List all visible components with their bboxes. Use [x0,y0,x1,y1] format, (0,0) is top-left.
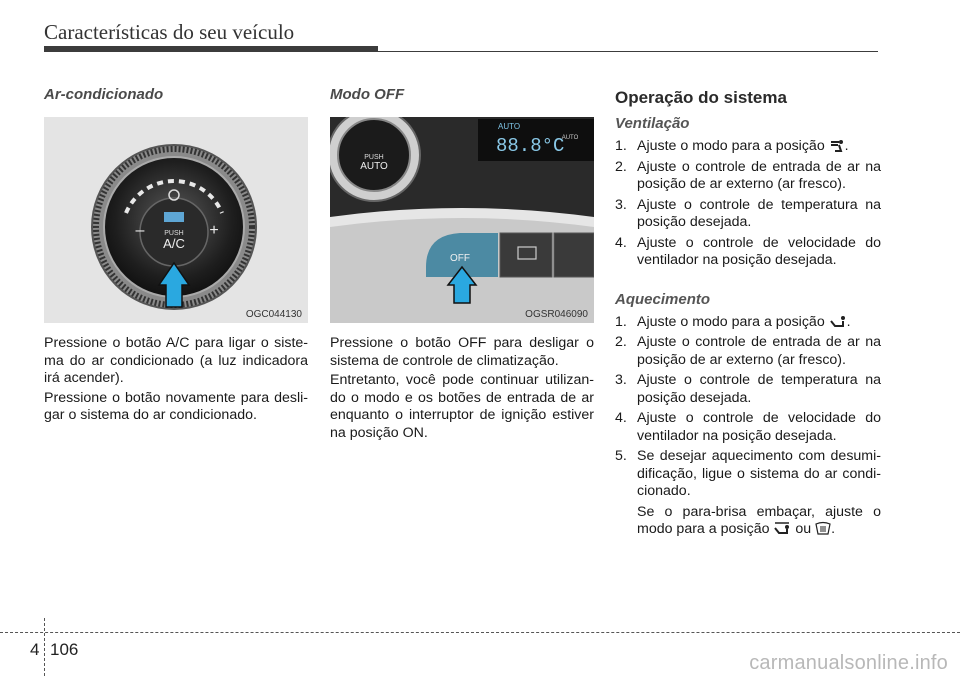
system-operation-title: Operação do sistema [615,88,787,107]
step5-or-text: ou [795,521,812,537]
list-item: 3. Ajuste o controle de temperatura na posição desejada. [615,196,881,230]
page-number: 106 [50,640,79,659]
heating-steps [615,314,881,539]
list-item: 4. Ajuste o controle de velocidade do ventilador na posição desejada. [615,410,881,444]
display-auto-text: AUTO [498,122,521,131]
off-mode-title: Modo OFF [330,86,405,103]
heating-title: Aquecimento [615,290,711,308]
ac-paragraph-1: Pressione o botão A/C para ligar o siste-ma do ar condicionado (a luz indicadora irá acender). [44,335,308,386]
ventilation-title: Ventilação [615,115,690,132]
off-mode-section [330,86,594,442]
floor-defrost-mode-icon [773,521,791,536]
ac-knob-illustration [44,117,308,323]
panel-auto-text: AUTO [360,161,388,172]
header-bar [44,46,378,52]
chapter-number: 4 [30,640,40,659]
list-item: 1. Ajuste o modo para a posição . [615,138,849,154]
list-item: 1. Ajuste o modo para a posição . [615,313,851,330]
floor-mode-icon [829,315,847,329]
header-rule [378,51,878,52]
list-item: 5. Se desejar aquecimento com desumi-dificação, ligue o sistema do ar condi-cionado. Se o para-brisa embaçar, ajuste o modo para a posição ou . [615,448,881,537]
step5-extra-text: Se o para-brisa embaçar, ajuste o modo para a posição [637,503,881,537]
ac-paragraph-2: Pressione o botão novamente para desli-gar o sistema do ar condicionado. [44,389,308,423]
ac-knob-figure [44,117,308,323]
page-header-title: Características do seu veículo [44,20,295,44]
face-vent-mode-icon [829,139,845,153]
knob-push-text: PUSH [164,230,184,237]
off-figure-code: OGSR046090 [525,309,588,320]
display-auto-small-text: AUTO [561,135,579,141]
list-item: 2. Ajuste o controle de entrada de ar na posição de ar externo (ar fresco). [615,158,881,192]
off-panel-figure [330,117,594,323]
defrost-icon [815,521,831,536]
list-item: 2. Ajuste o controle de entrada de ar na posição de ar externo (ar fresco). [615,334,881,368]
off-paragraph-2: Entretanto, você pode continuar utilizan-do o modo e os botões de entrada de ar enquanto o interruptor de ignição estiver na posição ON. [330,372,594,441]
footer-divider [44,618,45,676]
off-paragraph-1: Pressione o botão OFF para desligar o sistema de controle de climatização. [330,335,594,369]
ac-figure-code: OGC044130 [245,309,302,320]
ac-section-title: Ar-condicionado [44,86,164,103]
watermark: carmanualsonline.info [749,652,948,674]
knob-minus-text: – [135,222,145,239]
display-temp-text: 88.8°C [496,135,565,157]
ventilation-steps [615,138,881,270]
panel-push-text: PUSH [364,154,384,161]
climate-panel-illustration [330,117,594,323]
knob-plus-text: + [209,222,219,239]
list-item: 3. Ajuste o controle de temperatura na posição desejada. [615,372,881,406]
footer-rule [0,632,960,633]
off-button-label: OFF [450,253,470,264]
knob-ac-text: A/C [163,236,185,251]
system-operation-section [615,86,881,542]
list-item: 4. Ajuste o controle de velocidade do ventilador na posição desejada. [615,234,881,268]
ac-section [44,86,308,425]
